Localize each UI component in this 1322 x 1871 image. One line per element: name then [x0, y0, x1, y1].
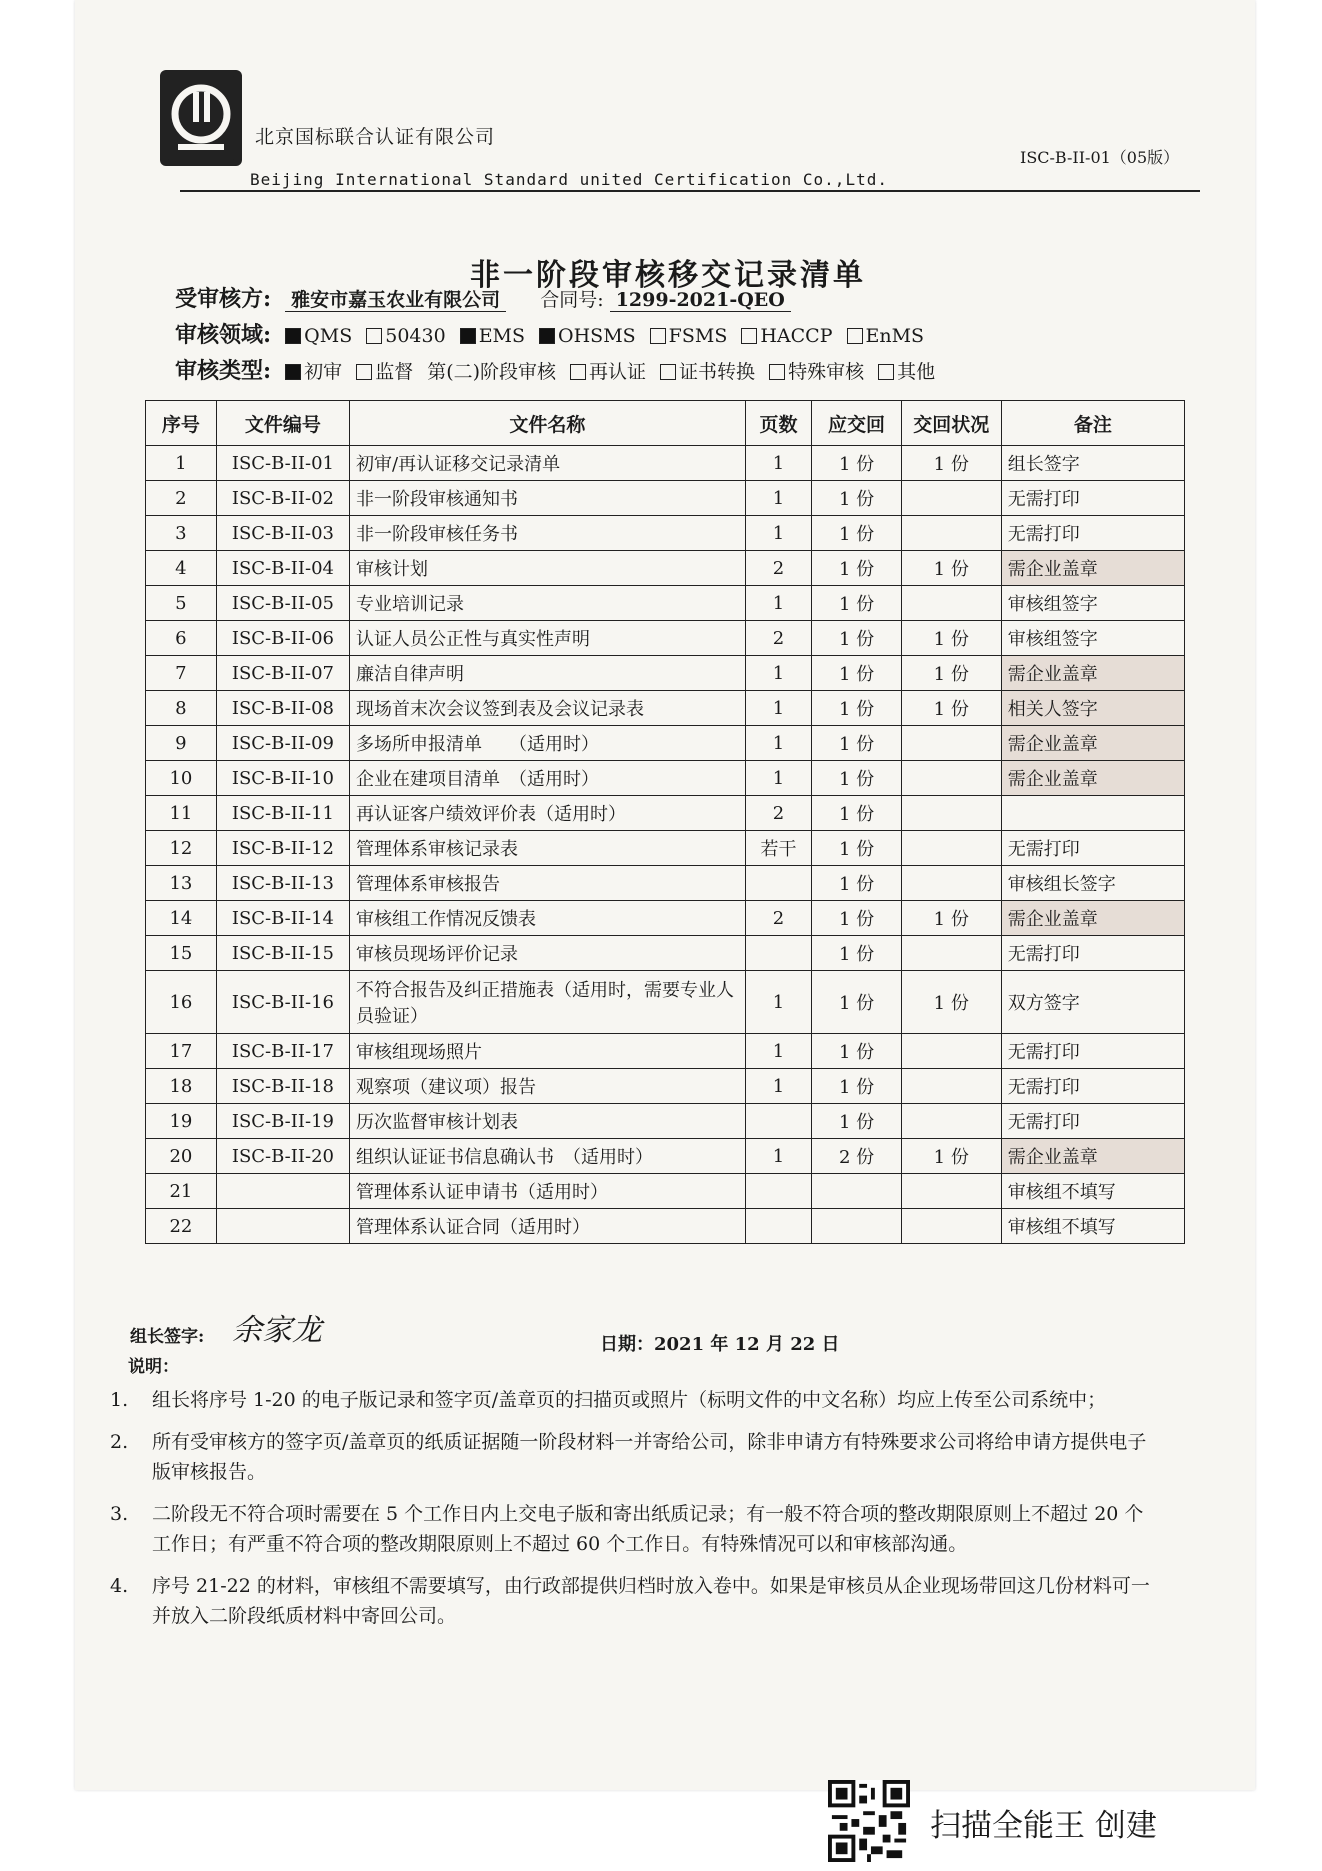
- cell-status: [901, 936, 1001, 971]
- cell-pages: [745, 1209, 812, 1244]
- checkbox-option-domain[interactable]: [460, 325, 525, 347]
- cell-pages: 1: [745, 446, 812, 481]
- checkbox-icon[interactable]: [460, 328, 476, 344]
- company-name-cn: 北京国标联合认证有限公司: [255, 126, 496, 148]
- cell-no: 14: [146, 901, 217, 936]
- cell-due: 1 份: [812, 481, 902, 516]
- audited-party-label: 受审核方:: [175, 286, 272, 312]
- cell-code: ISC-B-II-11: [216, 796, 349, 831]
- cell-status: 1 份: [901, 691, 1001, 726]
- table-row: [146, 656, 1185, 691]
- cell-no: 2: [146, 481, 217, 516]
- contract-label: 合同号:: [540, 289, 604, 311]
- cell-pages: 1: [745, 656, 812, 691]
- table-row: [146, 446, 1185, 481]
- cell-name: 廉洁自律声明: [350, 656, 746, 691]
- checkbox-label: 再认证: [589, 361, 647, 383]
- cell-status: 1 份: [901, 551, 1001, 586]
- note-number: 4.: [110, 1575, 129, 1597]
- cell-note: [1001, 796, 1184, 831]
- cell-status: [901, 1174, 1001, 1209]
- cell-code: ISC-B-II-04: [216, 551, 349, 586]
- cell-due: 1 份: [812, 866, 902, 901]
- cell-code: ISC-B-II-15: [216, 936, 349, 971]
- cell-status: [901, 481, 1001, 516]
- cell-code: ISC-B-II-07: [216, 656, 349, 691]
- checkbox-option-audit_type[interactable]: [878, 361, 935, 383]
- cell-name: 现场首末次会议签到表及会议记录表: [350, 691, 746, 726]
- checkbox-label: HACCP: [760, 325, 833, 347]
- checkbox-option-domain[interactable]: [650, 325, 728, 347]
- cell-name: 企业在建项目清单 （适用时）: [350, 761, 746, 796]
- cell-pages: 1: [745, 1139, 812, 1174]
- checkbox-label: 证书转换: [679, 361, 756, 383]
- col-header-note: 备注: [1001, 401, 1184, 446]
- cell-name: 审核组工作情况反馈表: [350, 901, 746, 936]
- table-row: [146, 551, 1185, 586]
- checkbox-option-audit_type[interactable]: [570, 361, 646, 383]
- note-number: 3.: [110, 1503, 129, 1525]
- cell-pages: 1: [745, 691, 812, 726]
- table-row: [146, 796, 1185, 831]
- contract-value: 1299-2021-QEO: [610, 289, 791, 312]
- table-row: [146, 586, 1185, 621]
- note-item: [110, 1427, 1150, 1487]
- cell-status: [901, 796, 1001, 831]
- cell-no: 5: [146, 586, 217, 621]
- cell-name: 观察项（建议项）报告: [350, 1069, 746, 1104]
- checkbox-icon[interactable]: [741, 328, 757, 344]
- table-row: [146, 621, 1185, 656]
- cell-name: 非一阶段审核通知书: [350, 481, 746, 516]
- table-row: [146, 901, 1185, 936]
- table-row: [146, 1139, 1185, 1174]
- audit-domain-row: [175, 318, 938, 349]
- cell-status: 1 份: [901, 446, 1001, 481]
- col-header-name: 文件名称: [350, 401, 746, 446]
- col-header-code: 文件编号: [216, 401, 349, 446]
- cell-no: 9: [146, 726, 217, 761]
- cell-code: ISC-B-II-14: [216, 901, 349, 936]
- checkbox-label: EnMS: [865, 325, 925, 347]
- cell-name: 管理体系认证合同（适用时）: [350, 1209, 746, 1244]
- cell-due: [812, 1174, 902, 1209]
- cell-code: ISC-B-II-17: [216, 1034, 349, 1069]
- cell-due: 1 份: [812, 831, 902, 866]
- cell-due: 1 份: [812, 621, 902, 656]
- cell-pages: [745, 1104, 812, 1139]
- cell-code: ISC-B-II-06: [216, 621, 349, 656]
- cell-no: 11: [146, 796, 217, 831]
- cell-due: 1 份: [812, 691, 902, 726]
- cell-status: [901, 831, 1001, 866]
- cell-status: 1 份: [901, 1139, 1001, 1174]
- note-number: 1.: [110, 1389, 129, 1411]
- table-row: [146, 516, 1185, 551]
- checkbox-option-audit_type[interactable]: [769, 361, 864, 383]
- cell-name: 再认证客户绩效评价表（适用时）: [350, 796, 746, 831]
- cell-note: 组长签字: [1001, 446, 1184, 481]
- table-header-row: [146, 401, 1185, 446]
- checkbox-option-domain[interactable]: [847, 325, 925, 347]
- cell-note: 相关人签字: [1001, 691, 1184, 726]
- checkbox-icon[interactable]: [539, 328, 555, 344]
- company-name-en: Beijing International Standard united Certification Co.,Ltd.: [250, 170, 888, 189]
- table-row: [146, 691, 1185, 726]
- checkbox-option-domain[interactable]: [285, 325, 352, 347]
- note-text: 组长将序号 1-20 的电子版记录和签字页/盖章页的扫描页或照片（标明文件的中文名称）均应上传至公司系统中；: [152, 1389, 1107, 1411]
- cell-pages: 1: [745, 516, 812, 551]
- checkbox-option-domain[interactable]: [366, 325, 445, 347]
- sign-date: 日期：2021 年 12 月 22 日: [600, 1334, 840, 1355]
- checkbox-icon[interactable]: [650, 328, 666, 344]
- cell-note: 需企业盖章: [1001, 761, 1184, 796]
- table-row: [146, 481, 1185, 516]
- cell-note: 无需打印: [1001, 936, 1184, 971]
- checkbox-icon[interactable]: [285, 364, 301, 380]
- cell-code: ISC-B-II-16: [216, 971, 349, 1034]
- cell-pages: [745, 1174, 812, 1209]
- cell-status: [901, 866, 1001, 901]
- audited-party-row: [175, 282, 791, 313]
- cell-code: ISC-B-II-01: [216, 446, 349, 481]
- cell-name: 历次监督审核计划表: [350, 1104, 746, 1139]
- cell-status: [901, 1034, 1001, 1069]
- checkbox-label: 初审: [304, 361, 343, 383]
- cell-pages: [745, 936, 812, 971]
- cell-no: 19: [146, 1104, 217, 1139]
- cell-code: ISC-B-II-03: [216, 516, 349, 551]
- cell-due: 1 份: [812, 1034, 902, 1069]
- cell-note: 需企业盖章: [1001, 656, 1184, 691]
- checkbox-icon[interactable]: [769, 364, 785, 380]
- cell-due: 1 份: [812, 656, 902, 691]
- cell-pages: [745, 866, 812, 901]
- cell-note: 审核组不填写: [1001, 1209, 1184, 1244]
- cell-pages: 2: [745, 551, 812, 586]
- cell-name: 审核组现场照片: [350, 1034, 746, 1069]
- cell-no: 21: [146, 1174, 217, 1209]
- cell-pages: 2: [745, 621, 812, 656]
- cell-code: ISC-B-II-05: [216, 586, 349, 621]
- checkbox-label: FSMS: [668, 325, 728, 347]
- cell-name: 管理体系审核报告: [350, 866, 746, 901]
- cell-due: 1 份: [812, 936, 902, 971]
- cell-note: 无需打印: [1001, 1104, 1184, 1139]
- checkbox-option-audit_type[interactable]: [285, 361, 342, 383]
- audit-type-row: [175, 354, 949, 385]
- cell-name: 管理体系审核记录表: [350, 831, 746, 866]
- cell-status: [901, 516, 1001, 551]
- checkbox-label: OHSMS: [558, 325, 636, 347]
- note-number: 2.: [110, 1431, 129, 1453]
- cell-note: 无需打印: [1001, 1034, 1184, 1069]
- cell-code: ISC-B-II-13: [216, 866, 349, 901]
- cell-no: 12: [146, 831, 217, 866]
- cell-pages: 1: [745, 586, 812, 621]
- page-title: 非一阶段审核移交记录清单: [470, 258, 866, 293]
- cell-note: 双方签字: [1001, 971, 1184, 1034]
- checkbox-option-domain[interactable]: [539, 325, 636, 347]
- checkbox-label: 特殊审核: [788, 361, 865, 383]
- col-header-due: 应交回: [812, 401, 902, 446]
- cell-pages: 1: [745, 726, 812, 761]
- company-logo: [160, 70, 242, 166]
- stage-text: 第(二)阶段审核: [427, 361, 557, 383]
- col-header-no: 序号: [146, 401, 217, 446]
- table-row: [146, 1104, 1185, 1139]
- table-row: [146, 1174, 1185, 1209]
- checkbox-option-domain[interactable]: [741, 325, 832, 347]
- cell-status: 1 份: [901, 901, 1001, 936]
- cell-code: ISC-B-II-19: [216, 1104, 349, 1139]
- cell-due: 1 份: [812, 1069, 902, 1104]
- table-row: [146, 866, 1185, 901]
- cell-pages: 2: [745, 796, 812, 831]
- note-text: 所有受审核方的签字页/盖章页的纸质证据随一阶段材料一并寄给公司，除非申请方有特殊要求公司将给申请方提供电子版审核报告。: [152, 1431, 1147, 1483]
- cell-pages: 1: [745, 1069, 812, 1104]
- cell-no: 22: [146, 1209, 217, 1244]
- cell-code: [216, 1209, 349, 1244]
- audited-party-value: 雅安市嘉玉农业有限公司: [285, 289, 506, 312]
- cell-note: 审核组不填写: [1001, 1174, 1184, 1209]
- qr-code-icon: [828, 1780, 910, 1862]
- cell-note: 审核组签字: [1001, 621, 1184, 656]
- cell-no: 4: [146, 551, 217, 586]
- table-row: [146, 971, 1185, 1034]
- cell-due: 2 份: [812, 1139, 902, 1174]
- cell-status: 1 份: [901, 656, 1001, 691]
- cell-no: 17: [146, 1034, 217, 1069]
- checkbox-icon[interactable]: [366, 328, 382, 344]
- cell-pages: 1: [745, 481, 812, 516]
- leader-signature-label: 组长签字:: [130, 1327, 205, 1347]
- cell-due: 1 份: [812, 901, 902, 936]
- leader-signature: 余家龙: [232, 1313, 322, 1348]
- cell-status: [901, 1209, 1001, 1244]
- table-row: [146, 936, 1185, 971]
- cell-due: 1 份: [812, 516, 902, 551]
- cell-note: 审核组长签字: [1001, 866, 1184, 901]
- checkbox-icon[interactable]: [356, 364, 372, 380]
- explanation-notes: [110, 1385, 1150, 1643]
- checkbox-label: 其他: [897, 361, 936, 383]
- table-row: [146, 1209, 1185, 1244]
- cell-note: 需企业盖章: [1001, 901, 1184, 936]
- cell-code: ISC-B-II-02: [216, 481, 349, 516]
- cell-pages: 2: [745, 901, 812, 936]
- cell-code: ISC-B-II-12: [216, 831, 349, 866]
- cell-name: 认证人员公正性与真实性声明: [350, 621, 746, 656]
- table-row: [146, 761, 1185, 796]
- checkbox-icon[interactable]: [285, 328, 301, 344]
- note-item: [110, 1385, 1150, 1415]
- header-divider: [180, 190, 1200, 192]
- cell-due: 1 份: [812, 446, 902, 481]
- cell-no: 18: [146, 1069, 217, 1104]
- note-text: 二阶段无不符合项时需要在 5 个工作日内上交电子版和寄出纸质记录；有一般不符合项的整改期限原则上不超过 20 个工作日；有严重不符合项的整改期限原则上不超过 60 个工作日。有特殊情况可以和审核部沟通。: [152, 1503, 1144, 1555]
- cell-note: 需企业盖章: [1001, 726, 1184, 761]
- cell-due: 1 份: [812, 1104, 902, 1139]
- table-row: [146, 1034, 1185, 1069]
- cell-no: 3: [146, 516, 217, 551]
- cell-no: 10: [146, 761, 217, 796]
- cell-note: 无需打印: [1001, 1069, 1184, 1104]
- checkbox-icon[interactable]: [847, 328, 863, 344]
- cell-status: 1 份: [901, 971, 1001, 1034]
- checkbox-icon[interactable]: [570, 364, 586, 380]
- cell-due: 1 份: [812, 796, 902, 831]
- cell-no: 1: [146, 446, 217, 481]
- checkbox-option-audit_type[interactable]: [356, 361, 413, 383]
- cell-status: 1 份: [901, 621, 1001, 656]
- col-header-status: 交回状况: [901, 401, 1001, 446]
- cell-note: 无需打印: [1001, 516, 1184, 551]
- cell-no: 7: [146, 656, 217, 691]
- scanner-watermark: 扫描全能王 创建: [930, 1808, 1157, 1844]
- cell-name: 初审/再认证移交记录清单: [350, 446, 746, 481]
- explanation-label: 说明：: [128, 1357, 179, 1377]
- cell-note: 无需打印: [1001, 481, 1184, 516]
- checkbox-option-audit_type[interactable]: [660, 361, 755, 383]
- cell-code: ISC-B-II-08: [216, 691, 349, 726]
- cell-code: ISC-B-II-18: [216, 1069, 349, 1104]
- cell-name: 审核员现场评价记录: [350, 936, 746, 971]
- cell-no: 15: [146, 936, 217, 971]
- cell-no: 8: [146, 691, 217, 726]
- document-code: ISC-B-II-01（05版）: [1020, 148, 1180, 167]
- audit-type-label: 审核类型:: [175, 358, 272, 384]
- cell-name: 专业培训记录: [350, 586, 746, 621]
- cell-pages: 1: [745, 761, 812, 796]
- table-row: [146, 831, 1185, 866]
- cell-code: ISC-B-II-20: [216, 1139, 349, 1174]
- cell-note: 无需打印: [1001, 831, 1184, 866]
- table-row: [146, 726, 1185, 761]
- note-text: 序号 21-22 的材料，审核组不需要填写，由行政部提供归档时放入卷中。如果是审核员从企业现场带回这几份材料可一并放入二阶段纸质材料中寄回公司。: [152, 1575, 1150, 1627]
- cell-due: 1 份: [812, 971, 902, 1034]
- audit-domain-label: 审核领域:: [175, 322, 272, 348]
- cell-status: [901, 1069, 1001, 1104]
- cell-no: 13: [146, 866, 217, 901]
- checkbox-icon[interactable]: [660, 364, 676, 380]
- cell-status: [901, 726, 1001, 761]
- col-header-pages: 页数: [745, 401, 812, 446]
- cell-due: [812, 1209, 902, 1244]
- checkbox-label: 50430: [385, 325, 446, 347]
- cell-name: 审核计划: [350, 551, 746, 586]
- checkbox-label: EMS: [478, 325, 526, 347]
- cell-name: 非一阶段审核任务书: [350, 516, 746, 551]
- cell-note: 需企业盖章: [1001, 551, 1184, 586]
- cell-status: [901, 586, 1001, 621]
- transfer-record-table: [145, 400, 1185, 1244]
- cell-name: 组织认证证书信息确认书 （适用时）: [350, 1139, 746, 1174]
- note-item: [110, 1499, 1150, 1559]
- checkbox-label: QMS: [304, 325, 353, 347]
- cell-status: [901, 761, 1001, 796]
- cell-name: 不符合报告及纠正措施表（适用时，需要专业人员验证）: [350, 971, 746, 1034]
- cell-code: [216, 1174, 349, 1209]
- cell-no: 16: [146, 971, 217, 1034]
- cell-code: ISC-B-II-09: [216, 726, 349, 761]
- table-row: [146, 1069, 1185, 1104]
- cell-due: 1 份: [812, 551, 902, 586]
- cell-name: 多场所申报清单 （适用时）: [350, 726, 746, 761]
- cell-name: 管理体系认证申请书（适用时）: [350, 1174, 746, 1209]
- cell-code: ISC-B-II-10: [216, 761, 349, 796]
- cell-due: 1 份: [812, 726, 902, 761]
- cell-due: 1 份: [812, 586, 902, 621]
- cell-pages: 1: [745, 1034, 812, 1069]
- cell-no: 20: [146, 1139, 217, 1174]
- checkbox-icon[interactable]: [878, 364, 894, 380]
- cell-status: [901, 1104, 1001, 1139]
- cell-due: 1 份: [812, 761, 902, 796]
- note-item: [110, 1571, 1150, 1631]
- cell-no: 6: [146, 621, 217, 656]
- cell-pages: 若干: [745, 831, 812, 866]
- checkbox-label: 监督: [375, 361, 414, 383]
- cell-pages: 1: [745, 971, 812, 1034]
- cell-note: 需企业盖章: [1001, 1139, 1184, 1174]
- cell-note: 审核组签字: [1001, 586, 1184, 621]
